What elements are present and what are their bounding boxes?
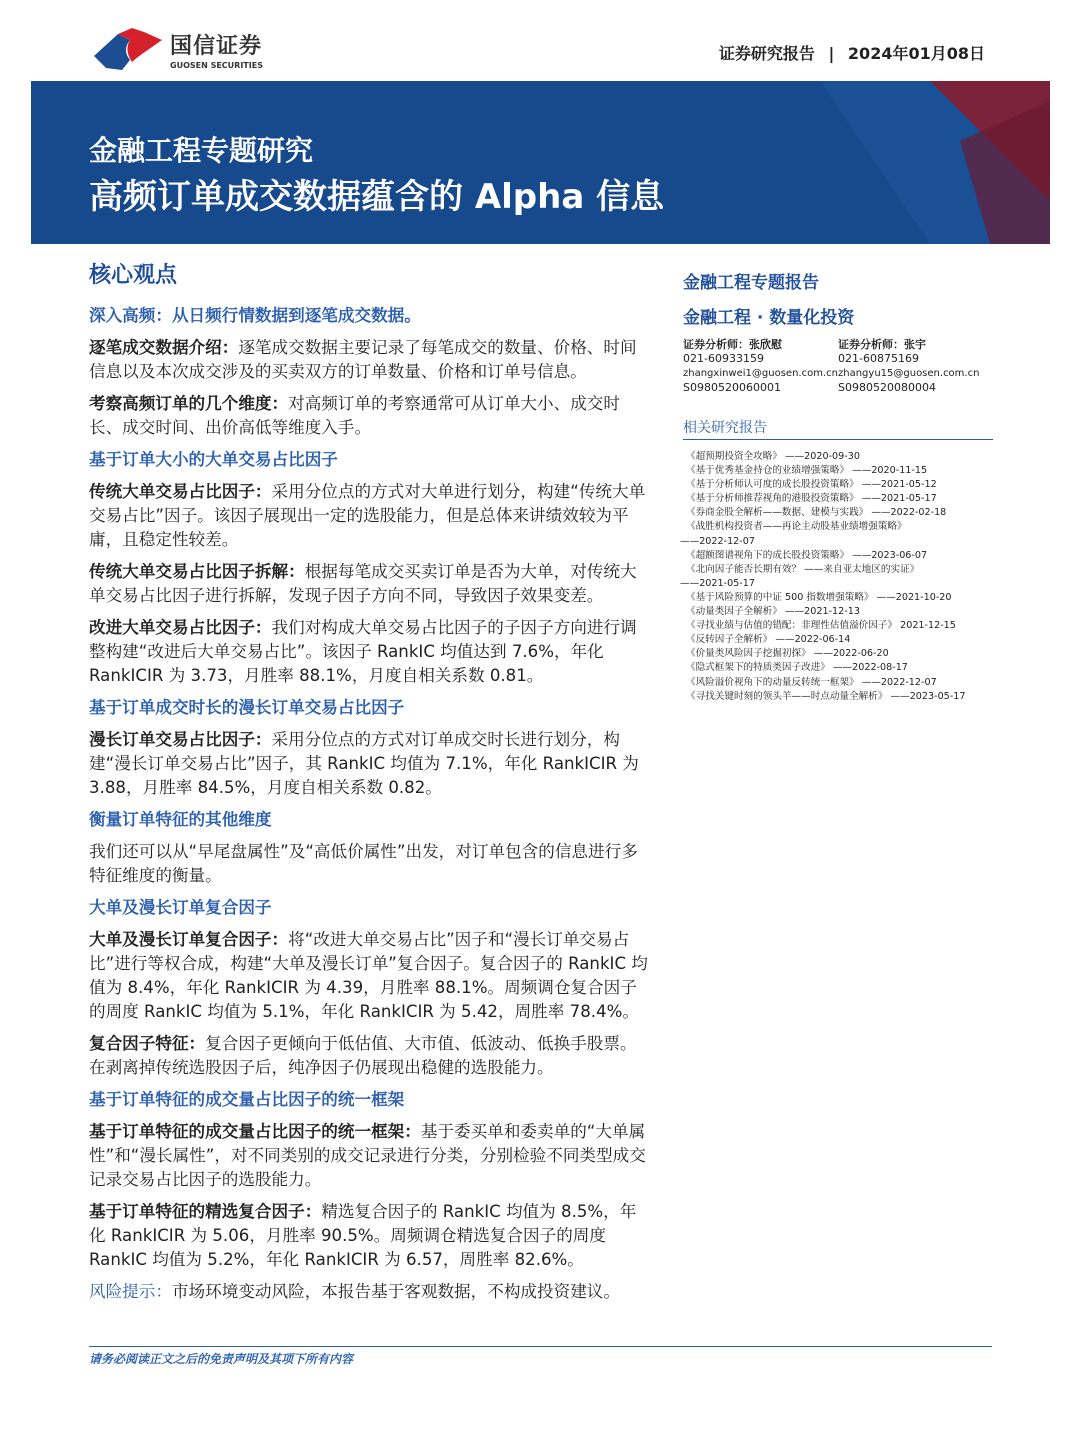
analyst-cert: S0980520080004	[838, 381, 936, 394]
analyst-email[interactable]: zhangxinwei1@guosen.com.cn	[683, 368, 838, 379]
analyst-phone: 021-60933159	[683, 352, 764, 365]
core-views-heading: 核心观点	[89, 263, 178, 288]
report-date: 2024年01月08日	[847, 44, 985, 63]
paragraph-text: 逐笔成交数据主要记录了每笔成交的数量、价格、时间信息以及本次成交涉及的买卖双方的订单数量、价格和订单号信息。	[89, 338, 637, 381]
related-report-item[interactable]: 《超预期投资全攻略》 ——2020-09-30	[686, 451, 860, 462]
section-heading: 深入高频：从日频行情数据到逐笔成交数据。	[89, 306, 421, 325]
paragraph-lead: 传统大单交易占比因子拆解：	[89, 562, 305, 581]
paragraph-text: 市场环境变动风险，本报告基于客观数据，不构成投资建议。	[171, 1282, 620, 1301]
related-report-item[interactable]: 《价量类风险因子挖掘初探》 ——2022-06-20	[686, 648, 889, 660]
related-report-item[interactable]: 《北向因子能否长期有效？ ——来自亚太地区的实证》	[686, 563, 920, 575]
paragraph-text: 我们还可以从“早尾盘属性”及“高低价属性”出发，对订单包含的信息进行多特征维度的衡量。	[89, 842, 638, 885]
analyst-title: 证券分析师：张欣慰	[683, 338, 782, 351]
related-report-item[interactable]: 《基于分析师认可度的成长股投资策略》 ——2021-05-12	[686, 479, 937, 491]
paragraph-lead: 考察高频订单的几个维度：	[89, 394, 289, 413]
paragraph	[89, 616, 649, 688]
paragraph	[89, 728, 649, 800]
paragraph	[89, 392, 649, 440]
paragraph	[89, 1120, 649, 1192]
related-report-item[interactable]: 《基于优秀基金持仓的业绩增强策略》 ——2020-11-15	[686, 465, 928, 477]
paragraph-text: 我们对构成大单交易占比因子的子因子方向进行调整构建“改进后大单交易占比”。该因子 RankIC 均值达到 7.6%，年化 RankICIR 为 3.73，月胜率 88.1%，月度自相关系数 0.81。	[89, 618, 637, 685]
paragraph-lead: 逐笔成交数据介绍：	[89, 338, 239, 357]
title-banner	[31, 81, 1050, 244]
related-report-item[interactable]: 《基于分析师推荐视角的港股投资策略》 ——2021-05-17	[686, 493, 937, 505]
paragraph-lead: 复合因子特征：	[89, 1034, 206, 1053]
disclaimer: 请务必阅读正文之后的免责声明及其项下所有内容	[89, 1352, 354, 1366]
section-heading: 基于订单成交时长的漫长订单交易占比因子	[89, 698, 405, 717]
analyst-email[interactable]: zhangyu15@guosen.com.cn	[838, 368, 980, 379]
report-series: 金融工程专题研究	[89, 134, 314, 167]
report-type: 证券研究报告	[718, 44, 815, 63]
paragraph-text: 复合因子更倾向于低估值、大市值、低波动、低换手股票。在剥离掉传统选股因子后，纯净因子仍展现出稳健的选股能力。	[89, 1034, 637, 1077]
related-report-item[interactable]: 《风险溢价视角下的动量反转统一框架》 ——2022-12-07	[686, 676, 937, 688]
paragraph	[89, 560, 649, 608]
paragraph-lead: 改进大单交易占比因子：	[89, 618, 272, 637]
paragraph-lead: 基于订单特征的精选复合因子：	[89, 1202, 322, 1221]
report-title: 高频订单成交数据蕴含的 Alpha 信息	[89, 177, 665, 217]
paragraph-text: 精选复合因子的 RankIC 均值为 8.5%，年化 RankICIR 为 5.06，月胜率 90.5%。周频调仓精选复合因子的周度 RankIC 均值为 5.2%，年化 RankICIR 为 6.57，周胜率 82.6%。	[89, 1202, 637, 1269]
paragraph-text: 根据每笔成交买卖订单是否为大单，对传统大单交易占比因子进行拆解，发现子因子方向不同，导致因子效果变差。	[89, 562, 637, 605]
paragraph	[89, 480, 649, 552]
related-reports-list	[680, 450, 993, 704]
guosen-logo-icon	[92, 26, 164, 72]
paragraph-text: 将“改进大单交易占比”因子和“漫长订单交易占比”进行等权合成，构建“大单及漫长订单”复合因子。复合因子的 RankIC 均值为 8.4%，年化 RankICIR 为 4.39，月胜率 88.1%。周频调仓复合因子的周度 RankIC 均值为 5.1%，年化 RankICIR 为 5.42，周胜率 78.4%。	[89, 930, 648, 1021]
paragraph-lead: 风险提示：	[89, 1282, 172, 1301]
paragraph	[89, 1032, 649, 1080]
analysts	[683, 338, 993, 395]
logo-cn: 国信证券	[170, 33, 263, 59]
paragraph-text: 对高频订单的考察通常可从订单大小、成交时长、成交时间、出价高低等维度入手。	[89, 394, 620, 437]
footer-divider	[89, 1346, 992, 1347]
header-meta	[719, 41, 985, 64]
related-report-item[interactable]: 《基于风险预算的中证 500 指数增强策略》 ——2021-10-20	[686, 591, 952, 603]
paragraph-text: 基于委买单和委卖单的“大单属性”和“漫长属性”，对不同类别的成交记录进行分类，分别检验不同类型成交记录交易占比因子的选股能力。	[89, 1122, 646, 1189]
related-report-item[interactable]: 《寻找关键时刻的领头羊——时点动量全解析》 ——2023-05-17	[686, 690, 966, 702]
risk-warning	[89, 1280, 649, 1304]
paragraph-text: 采用分位点的方式对订单成交时长进行划分，构建“漫长订单交易占比”因子，其 RankIC 均值为 7.1%，年化 RankICIR 为 3.88，月胜率 84.5%，月度自相关系数 0.82。	[89, 730, 639, 797]
section-heading: 基于订单大小的大单交易占比因子	[89, 450, 338, 469]
category-2: 金融工程 · 数量化投资	[683, 308, 855, 328]
related-report-item[interactable]: 《动量类因子全解析》 ——2021-12-13	[686, 606, 860, 618]
related-report-item[interactable]: 《战胜机构投资者——再论主动股基业绩增强策略》	[686, 521, 907, 533]
analyst	[838, 338, 993, 395]
analyst	[683, 338, 838, 395]
related-report-item[interactable]: 《寻找业绩与估值的错配：非理性估值溢价因子》 2021-12-15	[686, 620, 956, 632]
paragraph-lead: 传统大单交易占比因子：	[89, 482, 272, 501]
analyst-title: 证券分析师：张宇	[838, 338, 926, 351]
paragraph	[89, 928, 649, 1024]
related-report-item[interactable]: ——2022-12-07	[680, 535, 755, 547]
related-reports-heading: 相关研究报告	[683, 417, 993, 440]
core-views	[89, 262, 649, 1312]
analyst-cert: S0980520060001	[683, 381, 781, 394]
banner-decoration-icon	[730, 81, 1050, 244]
paragraph-lead: 基于订单特征的成交量占比因子的统一框架：	[89, 1122, 421, 1141]
section-heading: 基于订单特征的成交量占比因子的统一框架	[89, 1090, 405, 1109]
related-report-item[interactable]: 《超额图谱视角下的成长股投资策略》 ——2023-06-07	[686, 549, 928, 561]
paragraph	[89, 840, 649, 888]
analyst-phone: 021-60875169	[838, 352, 919, 365]
logo-en: GUOSEN SECURITIES	[170, 60, 263, 70]
section-heading: 衡量订单特征的其他维度	[89, 810, 272, 829]
related-report-item[interactable]: 《反转因子全解析》 ——2022-06-14	[686, 634, 851, 646]
header-separator: |	[828, 44, 835, 63]
section-heading: 大单及漫长订单复合因子	[89, 898, 272, 917]
sidebar	[680, 268, 993, 704]
paragraph-lead: 漫长订单交易占比因子：	[89, 730, 272, 749]
category-1: 金融工程专题报告	[683, 273, 819, 293]
related-report-item[interactable]: ——2021-05-17	[680, 577, 755, 589]
company-logo	[92, 26, 263, 72]
paragraph	[89, 336, 649, 384]
paragraph	[89, 1200, 649, 1272]
paragraph-text: 采用分位点的方式对大单进行划分，构建“传统大单交易占比”因子。该因子展现出一定的选股能力，但是总体来讲绩效较为平庸，且稳定性较差。	[89, 482, 646, 549]
related-report-item[interactable]: 《隐式框架下的特质类因子改进》 ——2022-08-17	[686, 662, 908, 674]
related-report-item[interactable]: 《券商金股全解析——数据、建模与实践》 ——2022-02-18	[686, 507, 947, 519]
paragraph-lead: 大单及漫长订单复合因子：	[89, 930, 289, 949]
